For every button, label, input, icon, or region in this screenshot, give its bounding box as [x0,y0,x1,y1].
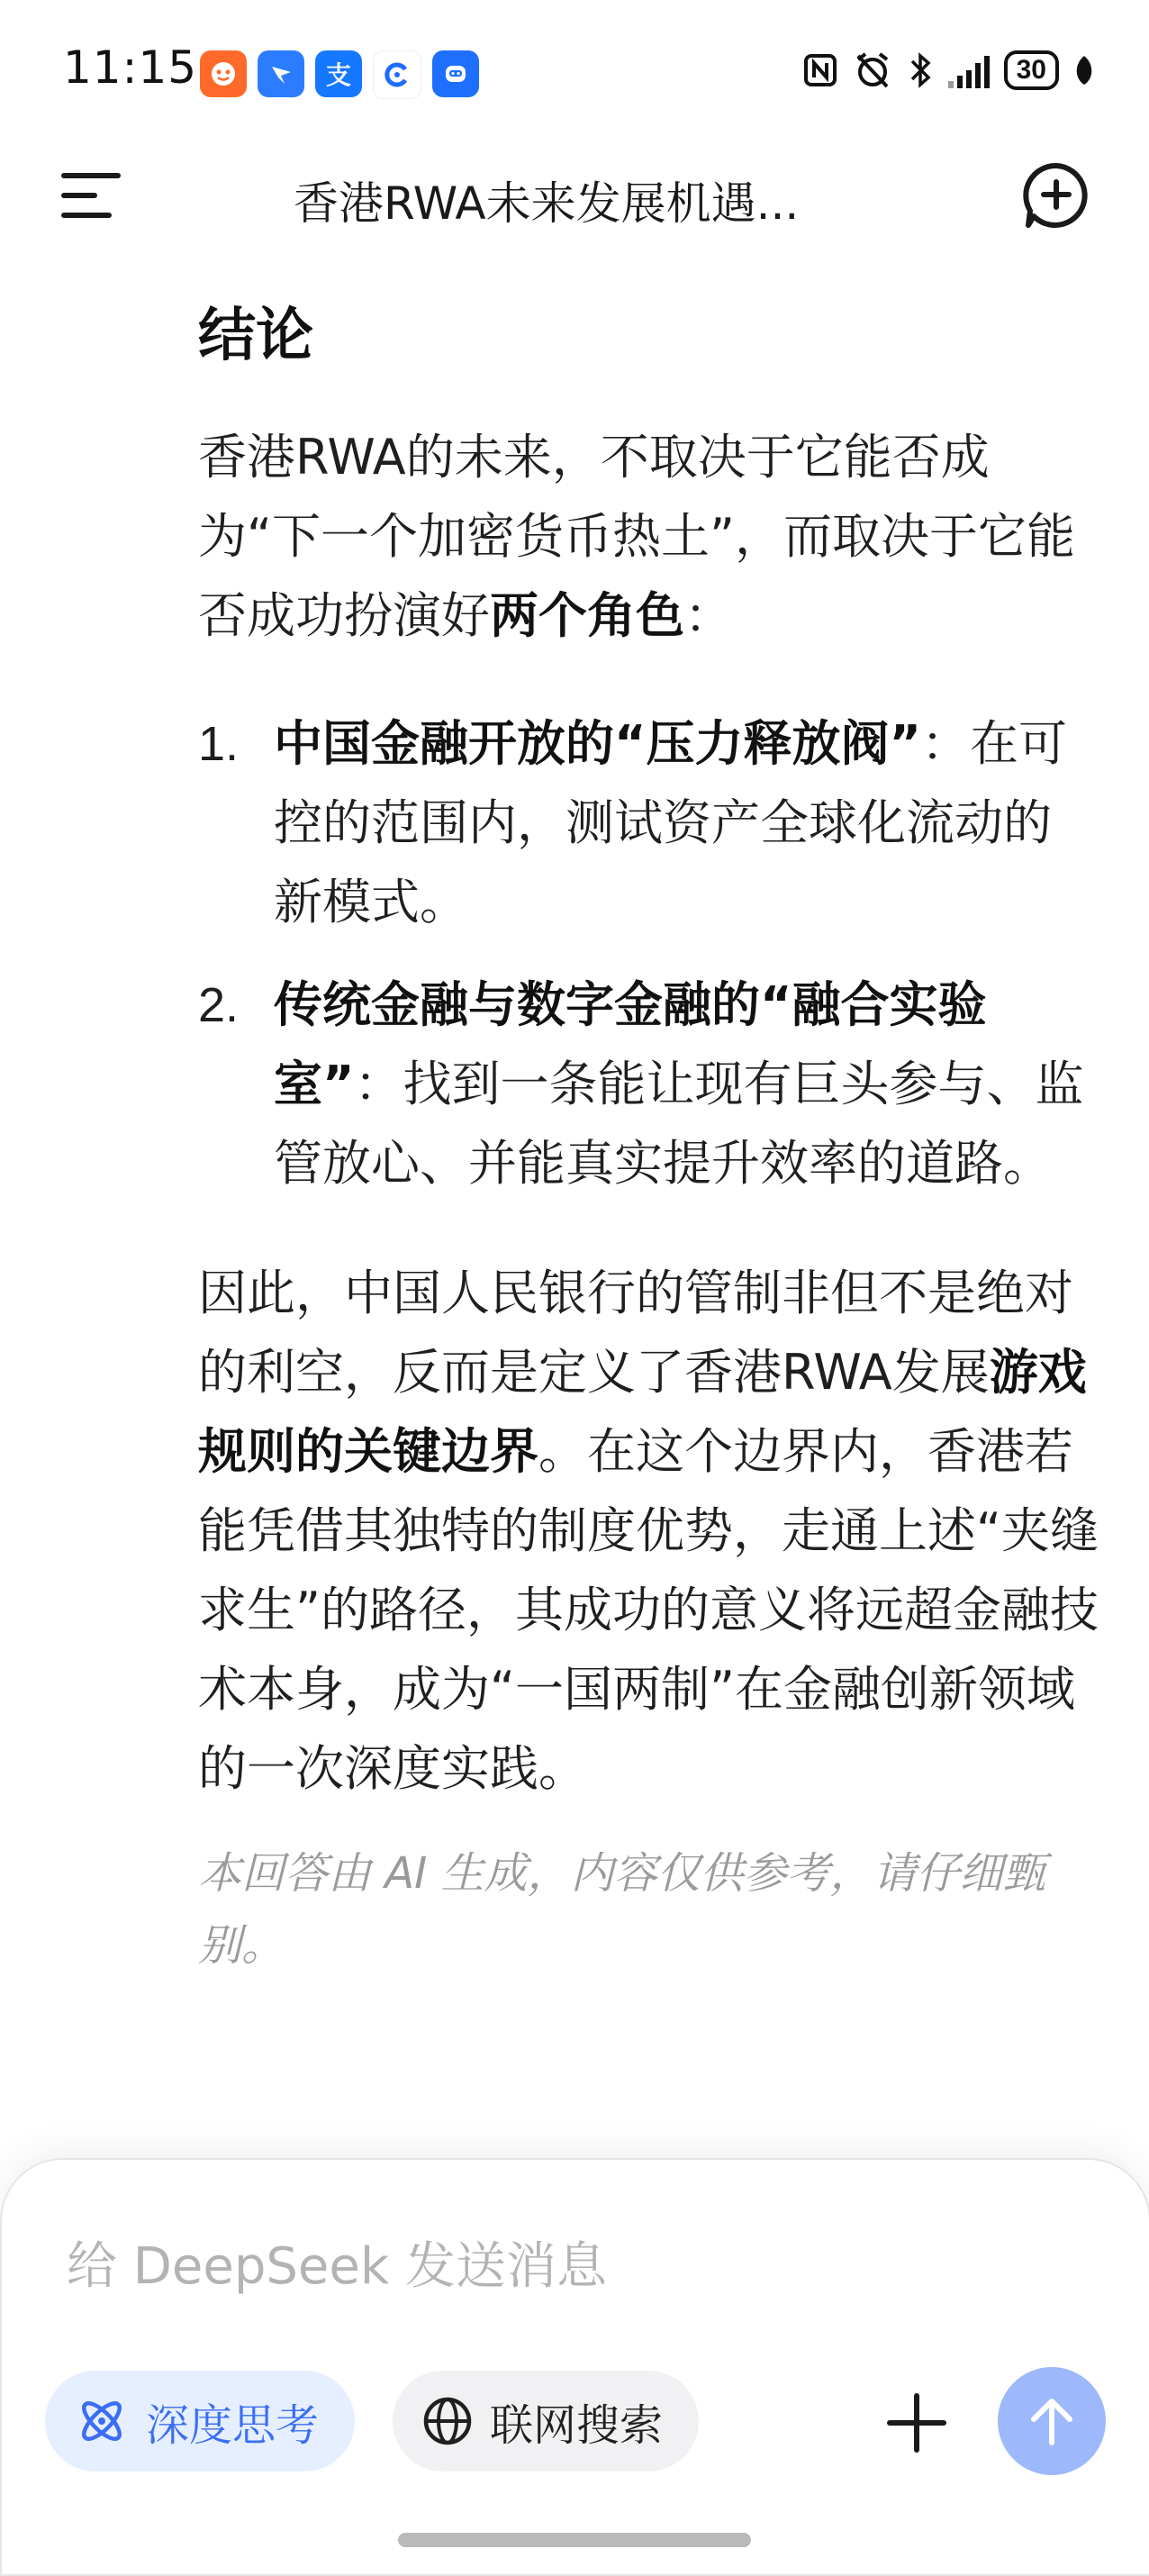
new-chat-button[interactable] [1021,160,1091,231]
arrow-up-icon [1023,2392,1081,2450]
new-chat-icon [1021,160,1091,231]
status-bar [0,0,1149,144]
list-item: 2. 传统金融与数字金融的“融合实验室”：找到一条能让现有巨头参与、监管放心、并能真实提升效率的道路。 [198,976,1084,1192]
atom-icon [74,2393,130,2449]
deep-think-toggle[interactable] [45,2371,355,2472]
message-composer [0,2158,1149,2576]
assistant-message [198,286,1099,1982]
dingtalk-app-icon [258,50,304,97]
battery-icon [1004,50,1059,90]
intro-emphasis: 两个角色 [490,587,684,644]
system-status-icons [802,50,1095,90]
taobao-app-icon [200,50,247,97]
conclusion-emphasis: 游戏规则的关键边界 [198,1344,1087,1480]
menu-icon [61,173,121,178]
robot-app-icon [432,50,479,97]
battery-level: 30 [1016,55,1046,85]
list-item: 1. 中国金融开放的“压力释放阀”：在可控的范围内，测试资产全球化流动的新模式。 [198,715,1067,930]
bluetooth-icon [907,50,934,90]
status-time: 11:15 [63,41,198,94]
conversation-title[interactable]: 香港RWA未来发展机遇... [294,177,800,230]
leaf-icon [1073,52,1095,88]
alipay-app-icon: 支 [315,50,362,97]
ai-disclaimer: 本回答由 AI 生成，内容仅供参考，请仔细甄别。 [198,1848,1046,1971]
deep-think-label: 深度思考 [146,2399,320,2451]
home-indicator[interactable] [398,2533,751,2547]
intro-paragraph: 香港RWA的未来，不取决于它能否成为“下一个加密货币热土”，而取决于它能否成功扮演好两个角色： [198,429,1075,644]
nfc-icon [802,52,838,88]
notification-app-icons [200,50,479,99]
message-input[interactable]: 给 DeepSeek 发送消息 [67,2237,608,2296]
roles-list [198,704,1099,1203]
conclusion-paragraph: 因此，中国人民银行的管制非但不是绝对的利空，反而是定义了香港RWA发展游戏规则的关键边界。在这个边界内，香港若能凭借其独特的制度优势，走通上述“夹缝求生”的路径，其成功的意义将远超金融技术本身，成为“一国两制”在金融创新领域的一次深度实践。 [198,1265,1099,1797]
attach-button[interactable] [884,2390,949,2455]
signal-strength-icon [948,52,990,88]
section-heading: 结论 [198,303,313,369]
app-header [0,144,1149,243]
alarm-off-icon [853,50,892,90]
menu-button[interactable] [61,169,124,220]
send-button[interactable] [998,2367,1106,2475]
plus-icon [884,2390,949,2455]
web-search-label: 联网搜索 [490,2399,664,2451]
web-search-toggle[interactable] [393,2371,699,2472]
browser-app-icon [373,50,421,99]
globe-icon [421,2395,474,2447]
